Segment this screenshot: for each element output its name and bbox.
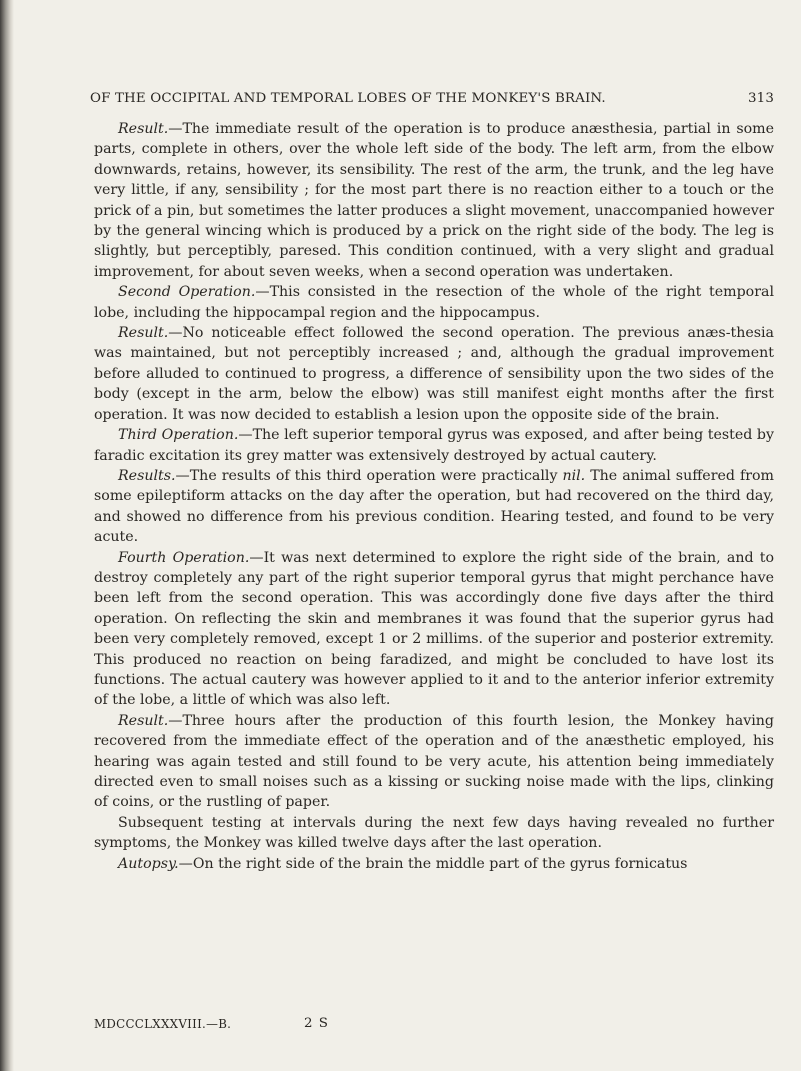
printer-signature: MDCCCLXXXVIII.—B. — [94, 1017, 232, 1031]
paragraph-text: —The immediate result of the operation is to produce anæsthesia, partial in some parts, complete in others, over the whole left side of the body. The left arm, from the elbow downwards, retains, however, its sensibility. The rest of the arm, the trunk, and the leg have very little, if any, sensibility ; for the most part there is no reaction either to a touch or the prick of a pin, but sometimes the latter produces a slight movement, unaccompanied however by the general wincing which is produced by a prick on the right side of the body. The leg is slightly, but perceptibly, paresed. This condition continued, with a very slight and gradual improvement, for about seven weeks, when a second operation was undertaken. — [94, 121, 774, 280]
paragraph-text: —The left superior temporal gyrus was exposed, and after being tested by faradic excitation its grey matter was extensively destroyed by actual cautery. — [94, 427, 775, 464]
paragraph-label: Result. — [118, 121, 169, 137]
paragraph-label: Result. — [118, 712, 169, 729]
paragraph — [94, 548, 774, 711]
paragraph-label: Results. — [118, 467, 176, 484]
paragraph — [94, 282, 774, 323]
paragraph-text: —The results of this third operation were practically — [175, 467, 563, 484]
page-footer — [94, 1016, 329, 1031]
page-number: 313 — [747, 91, 774, 106]
running-title: OF THE OCCIPITAL AND TEMPORAL LOBES OF THE MONKEY'S BRAIN. — [90, 91, 606, 106]
paragraph-text: Subsequent testing at intervals during the next few days having revealed no further symptoms, the Monkey was killed twelve days after the last operation. — [94, 814, 774, 852]
paragraph-label: Third Operation. — [118, 427, 239, 444]
book-spine-shadow — [0, 0, 14, 1071]
paragraph — [94, 323, 774, 425]
paragraph — [94, 813, 774, 854]
paragraph-label: Autopsy. — [118, 855, 179, 872]
paragraph — [94, 711, 774, 813]
paragraph-text: —This consisted in the resection of the whole of the right temporal lobe, including the hippocampal region and the hippocampus. — [94, 284, 775, 321]
paragraph — [94, 854, 774, 874]
paragraph-text: —No noticeable effect followed the second operation. The previous anæs-thesia was maintained, but not perceptibly increased ; and, although the gradual improvement before alluded to continued to progress, a difference of sensibility upon the two sides of the body (except in the arm, below the elbow) was still manifest eight months after the first operation. It was now decided to establish a lesion upon the opposite side of the brain. — [94, 325, 774, 423]
paragraph-text: —On the right side of the brain the middle part of the gyrus fornicatus — [178, 855, 688, 872]
body-text — [94, 119, 774, 874]
paragraph-label: Second Operation. — [118, 284, 256, 301]
paragraph-text: The animal suffered from some epileptiform attacks on the day after the operation, but had recovered on the third day, and showed no difference from his previous condition. Hearing tested, and found to be very acute. — [94, 467, 774, 546]
running-header — [90, 91, 774, 106]
paragraph-label: Fourth Operation. — [118, 549, 250, 566]
paragraph — [94, 425, 774, 466]
sheet-mark: 2 S — [304, 1016, 329, 1031]
paragraph — [94, 119, 774, 282]
paragraph-label: Result. — [118, 325, 169, 342]
paragraph — [94, 466, 774, 548]
paragraph-text: —It was next determined to explore the right side of the brain, and to destroy completely any part of the right superior temporal gyrus that might perchance have been left from the second operation. This was accordingly done five days after the third operation. On reflecting the skin and membranes it was found that the superior gyrus had been very completely removed, except 1 or 2 millims. of the superior and posterior extremity. This produced no reaction on being faradized, and might be concluded to have lost its functions. The actual cautery was however applied to it and to the anterior inferior extremity of the lobe, a little of which was also left. — [94, 549, 774, 709]
emphasis-text: nil. — [562, 467, 586, 484]
paragraph-text: —Three hours after the production of this fourth lesion, the Monkey having recovered from the immediate effect of the operation and of the anæsthetic employed, his hearing was again tested and still found to be very acute, his attention being immediately directed even to small noises such as a kissing or sucking noise made with the lips, clinking of coins, or the rustling of paper. — [94, 712, 774, 811]
